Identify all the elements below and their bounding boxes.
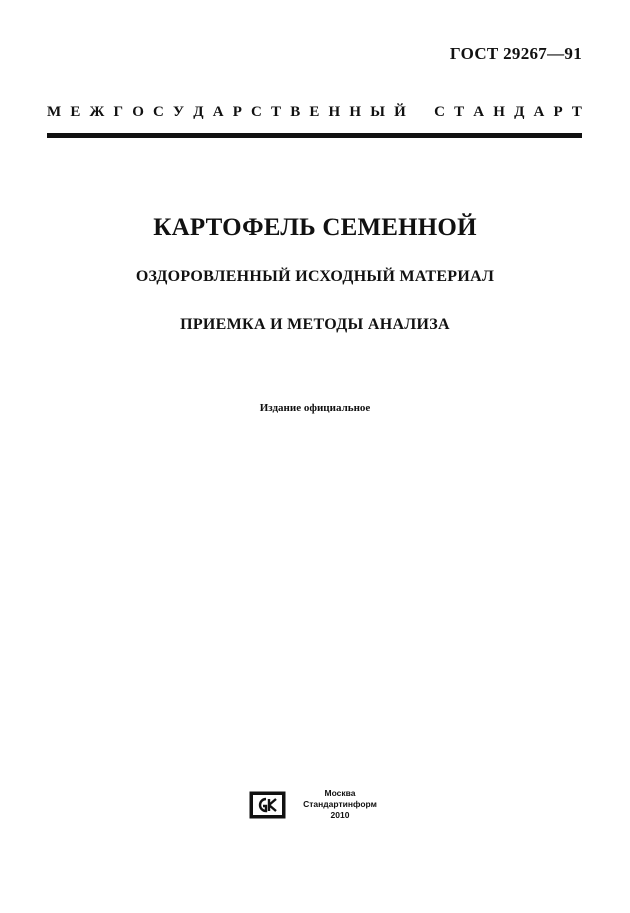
series-letter: Ж <box>89 104 105 120</box>
series-letter: Г <box>113 104 124 120</box>
series-letter: Т <box>271 104 282 120</box>
series-letter: Т <box>454 104 465 120</box>
series-letter: А <box>212 104 224 120</box>
series-letter: Й <box>394 104 406 120</box>
series-letter: Д <box>193 104 204 120</box>
imprint-year: 2010 <box>330 810 350 820</box>
series-letter: Д <box>514 104 525 120</box>
series-letter: С <box>153 104 164 120</box>
series-letter: С <box>251 104 262 120</box>
edition-note: Издание официальное <box>259 402 371 414</box>
imprint-city: Москва <box>324 788 356 798</box>
header-divider <box>47 133 582 138</box>
series-letter: Н <box>328 104 341 120</box>
series-letter: Е <box>70 104 81 120</box>
imprint-publisher: Стандартинформ <box>303 799 377 809</box>
series-letter: Н <box>349 104 362 120</box>
series-letter: С <box>434 104 445 120</box>
series-letter: Ы <box>370 104 385 120</box>
standard-series-heading <box>47 104 582 121</box>
series-letter: Н <box>493 104 505 120</box>
series-letter: У <box>173 104 185 120</box>
word-gap <box>415 104 425 121</box>
series-letter: Е <box>309 104 320 120</box>
document-title: КАРТОФЕЛЬ СЕМЕННОЙ <box>153 214 477 241</box>
series-letter: А <box>533 104 545 120</box>
document-subtitle: ОЗДОРОВЛЕННЫЙ ИСХОДНЫЙ МАТЕРИАЛ <box>135 268 495 285</box>
series-letter: А <box>473 104 485 120</box>
series-letter: М <box>47 104 62 120</box>
series-letter: Т <box>571 104 582 120</box>
standard-code: ГОСТ 29267—91 <box>449 44 582 63</box>
series-letter: Р <box>553 104 563 120</box>
series-letter: В <box>290 104 301 120</box>
publisher-logo-icon <box>249 791 286 819</box>
series-letter: О <box>132 104 144 120</box>
document-subtitle: ПРИЕМКА И МЕТОДЫ АНАЛИЗА <box>180 316 450 333</box>
publisher-imprint <box>290 788 390 821</box>
series-letter: Р <box>232 104 242 120</box>
